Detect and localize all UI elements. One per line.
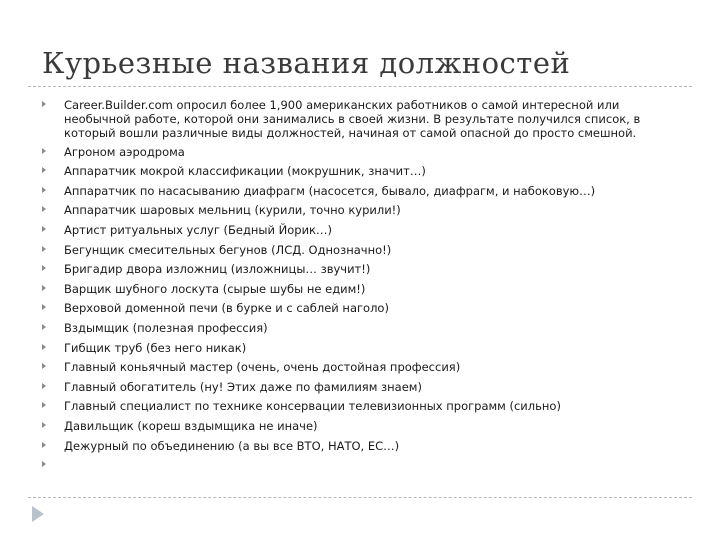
list-item [42,419,642,433]
list-item-text: Аппаратчик мокрой классификации (мокрушник, значит…) [64,164,426,179]
list-item [42,380,642,394]
list-item-text: Career.Builder.com опросил более 1,900 американских работников о самой интересной или необычной работе, которой они занимались в своей жизни. В результате получился список, в который вошли различные виды должностей, начиная от самой опасной до просто смешной. [64,98,641,140]
bullet-icon [42,148,46,154]
bullet-icon [42,422,46,428]
list-item-text: Агроном аэродрома [64,144,185,159]
list-item [42,184,642,198]
bullet-icon [42,187,46,193]
list-item-text: Вздымщик (полезная профессия) [64,320,268,335]
list-item [42,145,642,159]
footer-divider [28,497,692,498]
list-item-text: Артист ритуальных услуг (Бедный Йорик…) [64,222,332,237]
list-item-text: Аппаратчик шаровых мельниц (курили, точно курили!) [64,203,401,218]
next-slide-arrow-icon[interactable] [32,506,44,522]
list-item [42,282,642,296]
list-item [42,262,642,276]
list-item-text: Бегунщик смесительных бегунов (ЛСД. Однозначно!) [64,242,392,257]
bullet-icon [42,265,46,271]
list-item-text: Главный коньячный мастер (очень, очень достойная профессия) [64,360,461,375]
list-item-empty [42,458,642,472]
bullet-icon [42,285,46,291]
bullet-icon [42,402,46,408]
list-item [42,164,642,178]
bullet-icon [42,324,46,330]
list-item-text: Бригадир двора изложниц (изложницы… звучит!) [64,262,371,277]
bullet-icon [42,383,46,389]
bullet-icon [42,461,46,467]
bullet-icon [42,304,46,310]
list-item [42,301,642,315]
list-item [42,98,642,140]
list-item [42,360,642,374]
bullet-icon [42,363,46,369]
bullet-icon [42,206,46,212]
bullet-icon [42,167,46,173]
slide-title: Курьезные названия должностей [42,46,571,80]
list-item [42,341,642,355]
list-item-text: Верховой доменной печи (в бурке и с саблей наголо) [64,301,389,316]
list-item-text: Аппаратчик по насасыванию диафрагм (насосется, бывало, диафрагм, и набоковую…) [64,183,596,198]
title-divider [28,86,692,87]
list-item-text: Давильщик (кореш вздымщика не иначе) [64,418,318,433]
list-item [42,243,642,257]
bullet-icon [42,226,46,232]
bullet-icon [42,344,46,350]
list-item [42,203,642,217]
list-item [42,223,642,237]
list-item [42,439,642,453]
bullet-icon [42,246,46,252]
list-item-text: Варщик шубного лоскута (сырые шубы не едим!) [64,281,366,296]
list-item-text: Главный специалист по технике консервации телевизионных программ (сильно) [64,399,561,414]
bullet-icon [42,101,46,107]
list-item-text: Главный обогатитель (ну! Этих даже по фамилиям знаем) [64,379,422,394]
bullet-list [42,98,642,478]
bullet-icon [42,442,46,448]
list-item [42,399,642,413]
list-item [42,321,642,335]
list-item-text: Дежурный по объединению (а вы все ВТО, НАТО, ЕС…) [64,438,400,453]
list-item-text: Гибщик труб (без него никак) [64,340,247,355]
